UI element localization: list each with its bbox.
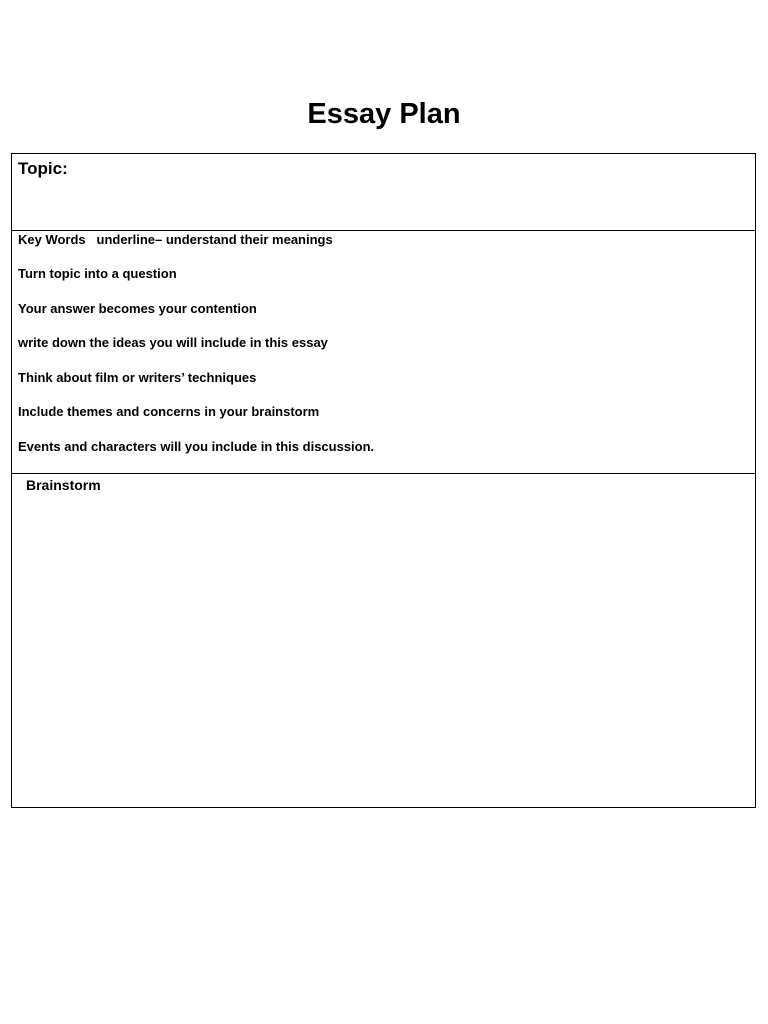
instruction-key-words: Key Words underline– understand their meanings [18, 232, 333, 247]
instruction-ideas: write down the ideas you will include in this essay [18, 335, 328, 350]
instructions-section [12, 230, 755, 474]
page-title: Essay Plan [307, 98, 461, 130]
topic-section[interactable] [12, 154, 755, 231]
instruction-question: Turn topic into a question [18, 266, 177, 281]
instruction-techniques: Think about film or writers’ techniques [18, 370, 257, 385]
brainstorm-section[interactable] [12, 473, 755, 807]
brainstorm-label: Brainstorm [26, 477, 101, 493]
topic-label: Topic: [18, 159, 68, 178]
instruction-events: Events and characters will you include in this discussion. [18, 439, 375, 454]
essay-plan-table [11, 153, 756, 808]
instruction-themes: Include themes and concerns in your brainstorm [18, 404, 320, 419]
instruction-contention: Your answer becomes your contention [18, 301, 257, 316]
